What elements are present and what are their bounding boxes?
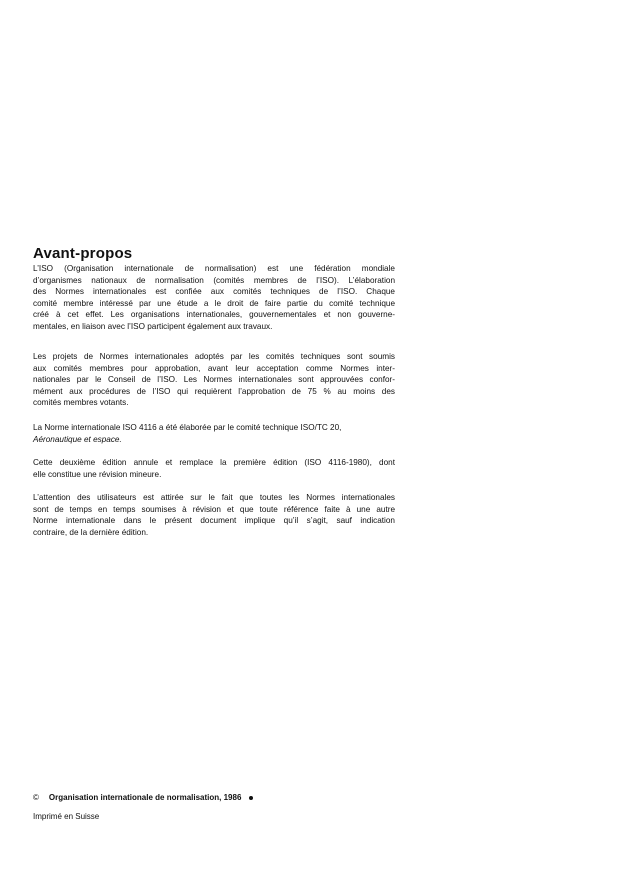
paragraph-committee xyxy=(33,422,395,445)
text-line: nationales par le Conseil de l’ISO. Les Normes internationales sont approuvées confor- xyxy=(33,375,395,385)
copyright-line xyxy=(33,793,253,802)
text-line: mément aux procédures de l’ISO qui requièrent l’approbation de 75 % au moins des xyxy=(33,386,395,396)
bullet-icon xyxy=(249,796,253,800)
text-line: Aéronautique et espace. xyxy=(33,434,122,444)
text-line: d’organismes nationaux de normalisation (comités membres de l’ISO). L’élaboration xyxy=(33,275,395,285)
text-line: L’attention des utilisateurs est attirée sur le fait que toutes les Normes internationales xyxy=(33,493,395,502)
text-line: des Normes internationales est confiée aux comités techniques de l’ISO. Chaque xyxy=(33,287,395,297)
text-line: aux comités membres pour approbation, avant leur acceptation comme Normes inter- xyxy=(33,363,395,373)
text-line: Les projets de Normes internationales adoptés par les comités techniques sont soumis xyxy=(33,352,395,361)
copyright-text: Organisation internationale de normalisation, 1986 xyxy=(48,793,242,802)
paragraph-attention xyxy=(33,492,395,538)
text-line: comité membre intéressé par une étude a le droit de faire partie du comité technique xyxy=(33,298,395,308)
text-line: comités membres votants. xyxy=(33,398,129,408)
text-line: mentales, en liaison avec l’ISO participent également aux travaux. xyxy=(33,321,273,331)
text-line: Cette deuxième édition annule et remplace la première édition (ISO 4116-1980), dont xyxy=(33,458,395,467)
copyright-icon: © xyxy=(33,793,39,802)
paragraph-approval xyxy=(33,351,395,409)
text-line: elle constitue une révision mineure. xyxy=(33,469,162,479)
text-line: Norme internationale dans le présent document implique qu’il s’agit, sauf indication xyxy=(33,516,395,526)
text-line: sont de temps en temps soumises à révision et que toute référence faite à une autre xyxy=(33,504,395,514)
paragraph-iso-intro xyxy=(33,263,395,333)
page-title: Avant-propos xyxy=(33,245,133,262)
paragraph-edition xyxy=(33,457,395,480)
text-line: L’ISO (Organisation internationale de normalisation) est une fédération mondiale xyxy=(33,264,395,273)
printed-in: Imprimé en Suisse xyxy=(33,812,100,821)
text-line: contraire, de la dernière édition. xyxy=(33,527,149,537)
text-line: créé à cet effet. Les organisations internationales, gouvernementales et non gouverne- xyxy=(33,310,395,320)
text-line: La Norme internationale ISO 4116 a été élaborée par le comité technique ISO/TC 20, xyxy=(33,423,342,432)
